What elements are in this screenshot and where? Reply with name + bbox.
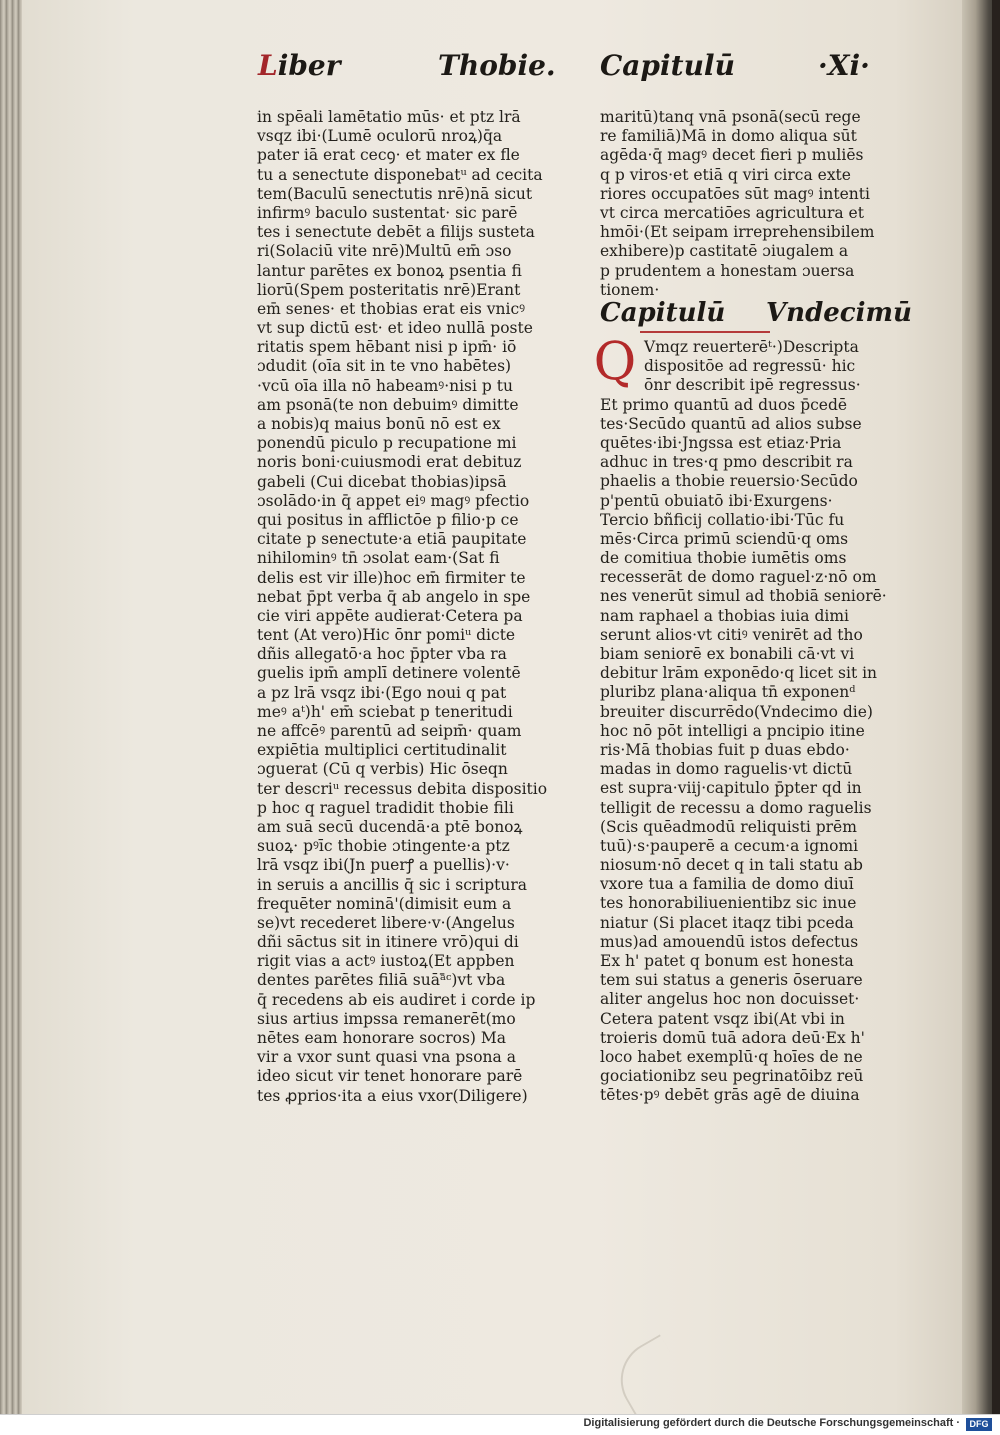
left-text-column bbox=[257, 108, 547, 1106]
text-line: nētes eam honorare socros) Ma bbox=[257, 1029, 507, 1047]
text-line: de comitiua thobie iumētis oms bbox=[600, 549, 847, 568]
text-line: q̄ recedens ab eis audiret i corde ip bbox=[257, 990, 536, 1009]
text-line: tem(Baculū senectutis nrē)nā sicut bbox=[257, 184, 533, 203]
text-line: quētes·ibi·Jngssa est etiaz·Pria bbox=[600, 433, 842, 452]
text-line: rigit vias a actꝰ iustoꝝ(Et appben bbox=[257, 952, 515, 971]
text-line: in spēali lamētatio mūs· et ptz lrā bbox=[257, 108, 521, 126]
text-line: qui positus in afflictōe p filio·p ce bbox=[257, 510, 519, 529]
liber-word: iber bbox=[277, 49, 341, 82]
text-line: dñis allegatō·a hoc p̄pter vba ra bbox=[257, 645, 507, 664]
text-line: ri(Solaciū vite nrē)Multū em̄ ɔso bbox=[257, 242, 512, 261]
text-line: mus)ad amouendū istos defectus bbox=[600, 932, 859, 951]
text-line: sius artius impssa remanerēt(mo bbox=[257, 1009, 516, 1028]
text-line: lantur parētes ex bonoꝝ psentia fi bbox=[257, 261, 522, 280]
text-line: madas in domo raguelis·vt dictū bbox=[600, 760, 853, 779]
text-line: am psonā(te non debuimꝰ dimitte bbox=[257, 395, 519, 414]
text-line: ɔdudit (oīa sit in te vno habētes) bbox=[257, 357, 512, 376]
funding-notice: Digitalisierung gefördert durch die Deutsche Forschungsgemeinschaft · bbox=[583, 1417, 960, 1429]
text-line: mēs·Circa primū sciendū·q oms bbox=[600, 529, 849, 548]
text-line: aliter angelus hoc non docuisset· bbox=[600, 990, 860, 1009]
text-line: guelis ipm̄ amplī detinere volentē bbox=[257, 664, 521, 683]
text-line: delis est vir ille)hoc em̄ firmiter te bbox=[257, 568, 526, 587]
dfg-logo-icon: DFG bbox=[966, 1418, 992, 1431]
text-line: hmōi·(Et seipam irreprehensibilem bbox=[600, 223, 875, 242]
text-line: ris·Mā thobias fuit p duas ebdo· bbox=[600, 740, 850, 759]
text-line: tes·Secūdo quantū ad alios subse bbox=[600, 414, 862, 433]
text-line: a nobis)q maius bonū nō est ex bbox=[257, 415, 501, 433]
text-line: Vmqz reuerterēᵗ·)Descripta bbox=[644, 338, 859, 356]
text-line: Cetera patent vsqz ibi(At vbi in bbox=[600, 1009, 845, 1028]
text-line: Ex h' patet q bonum est honesta bbox=[600, 952, 854, 970]
text-line: ter descriᵘ recessus debita dispositio bbox=[257, 779, 548, 798]
text-line: vxore tua a familia de domo diuī bbox=[600, 875, 854, 894]
text-line: agēda·q̄ magꝰ decet fieri p muliēs bbox=[600, 146, 864, 165]
text-line: adhuc in tres·q pmo describit ra bbox=[600, 453, 853, 472]
text-line: suoꝝ· pꝰīc thobie ɔtingente·a ptz bbox=[257, 837, 510, 856]
running-head-liber bbox=[258, 50, 340, 82]
text-line: in seruis a ancillis q̄ sic i scriptura bbox=[257, 875, 528, 894]
text-line: ɔsolādo·in q̄ appet eiꝰ magꝰ pfectio bbox=[257, 491, 530, 510]
text-line: infirmꝰ baculo sustentat· sic parē bbox=[257, 203, 518, 222]
text-line: tētes·pꝰ debēt grās agē de diuina bbox=[600, 1086, 860, 1105]
text-line: p hoc q raguel tradidit thobie fili bbox=[257, 798, 514, 817]
liber-rubric-initial: L bbox=[258, 49, 278, 82]
running-head-capitulu: Capitulū bbox=[600, 49, 735, 82]
text-line: tes honorabiliuenientibz sic inue bbox=[600, 894, 857, 913]
text-line: tem sui status a generis ōseruare bbox=[600, 971, 863, 990]
text-line: lrā vsqz ibi(Jn puerꝭ a puellis)·v· bbox=[257, 856, 510, 875]
text-line: Et primo quantū ad duos p̄cedē bbox=[600, 395, 848, 414]
text-line: debitur lrām exponēdo·q licet sit in bbox=[600, 664, 878, 683]
text-line: vir a vxor sunt quasi vna psona a bbox=[257, 1048, 516, 1067]
text-line: niosum·nō decet q in tali statu ab bbox=[600, 856, 863, 875]
text-line: tu a senectute disponebatᵘ ad cecita bbox=[257, 165, 543, 184]
text-line: se)vt recederet libere·v·(Angelus bbox=[257, 913, 515, 932]
text-line: citate p senectute·a etiā paupitate bbox=[257, 530, 527, 549]
chapter-heading-capitulu: Capitulū bbox=[600, 298, 726, 328]
text-line: nihilominꝰ tn̄ ɔsolat eam·(Sat fi bbox=[257, 549, 500, 568]
text-line: vt circa mercatiōes agricultura et bbox=[600, 203, 864, 222]
text-line: nes venerūt simul ad thobiā seniorē· bbox=[600, 587, 887, 606]
chapter-red-rule bbox=[640, 331, 770, 333]
text-line: dñi sāctus sit in itinere vrō)qui di bbox=[257, 933, 519, 952]
text-line: em̄ senes· et thobias erat eis vnicꝰ bbox=[257, 299, 526, 318]
text-line: ·vcū oīa illa nō habeamꝰ·nisi p tu bbox=[257, 376, 513, 395]
chapter-heading-number: Vndecimū bbox=[766, 298, 912, 328]
text-line: ponendū piculo p recupatione mi bbox=[257, 434, 517, 453]
text-line: nebat p̄pt verba q̄ ab angelo in spe bbox=[257, 587, 531, 606]
rubricated-dropcap: Q bbox=[593, 332, 637, 392]
text-line: breuiter discurrēdo(Vndecimo die) bbox=[600, 702, 873, 721]
text-line: serunt alios·vt citiꝰ venirēt ad tho bbox=[600, 625, 863, 644]
text-line: (Scis quēadmodū reliquisti prēm bbox=[600, 817, 857, 836]
text-line: tes i senectute debēt a filijs susteta bbox=[257, 223, 535, 242]
right-text-column-bottom bbox=[600, 338, 887, 1106]
text-line: vt sup dictū est· et ideo nullā poste bbox=[257, 319, 533, 338]
text-line: cie viri appēte audierat·Cetera pa bbox=[257, 606, 523, 625]
text-line: am suā secū ducendā·a ptē bonoꝝ bbox=[257, 817, 523, 836]
text-line: re familiā)Mā in domo aliqua sūt bbox=[600, 127, 857, 146]
text-line: biam seniorē ex bonabili cā·vt vi bbox=[600, 645, 855, 663]
text-line: est supra·viij·capitulo p̄pter qd in bbox=[600, 779, 862, 798]
text-line: nam raphael a thobias iuia dimi bbox=[600, 606, 850, 625]
running-head-thobie: Thobie. bbox=[438, 49, 556, 82]
text-line: maritū)tanq vnā psonā(secū rege bbox=[600, 108, 861, 126]
stacked-page-edges-left bbox=[0, 0, 22, 1414]
text-line: liorū(Spem posteritatis nrē)Erant bbox=[257, 280, 521, 299]
text-line: a pz lrā vsqz ibi·(Ego noui q pat bbox=[257, 683, 507, 702]
text-line: meꝰ aᵗ)h' em̄ sciebat p teneritudi bbox=[257, 702, 513, 721]
text-line: gociationibz seu pegrinatōibz reū bbox=[600, 1067, 864, 1086]
text-line: pater iā erat cecꝯ· et mater ex fle bbox=[257, 146, 520, 165]
text-line: tent (At vero)Hic ōnr pomiᵘ dicte bbox=[257, 626, 516, 645]
footer-bar bbox=[0, 1414, 1000, 1435]
text-line: riores occupatōes sūt magꝰ intenti bbox=[600, 184, 870, 203]
text-line: expiētia multiplici certitudinalit bbox=[257, 741, 507, 760]
text-line: noris boni·cuiusmodi erat debituz bbox=[257, 453, 522, 472]
text-line: tuū)·s·pauperē a cecum·a ignomi bbox=[600, 836, 859, 855]
text-line: q p viros·et etiā q viri circa exte bbox=[600, 165, 851, 184]
binding-shadow-right bbox=[962, 0, 1000, 1414]
text-line: pluribz plana·aliqua tn̄ exponenᵈ bbox=[600, 683, 856, 702]
text-line: telligit de recessu a domo raguelis bbox=[600, 798, 872, 817]
text-line: tionem· bbox=[600, 280, 660, 299]
text-line: ōnr describit ipē regressus· bbox=[644, 376, 861, 395]
text-line: p prudentem a honestam ɔuersa bbox=[600, 261, 855, 280]
text-line: vsqz ibi·(Lumē oculorū nroꝝ)q̄a bbox=[257, 127, 503, 146]
text-line: frequēter nominā'(dimisit eum a bbox=[257, 894, 512, 913]
text-line: exhibere)p castitatē ɔiugalem a bbox=[600, 242, 849, 261]
text-line: tes ꝓprios·ita a eius vxor(Diligere) bbox=[257, 1086, 528, 1105]
folio-number: ·Xi· bbox=[818, 49, 870, 82]
text-line: niatur (Si placet itaqz tibi pceda bbox=[600, 913, 854, 932]
text-line: troieris domū tuā adora deū·Ex h' bbox=[600, 1028, 865, 1047]
text-line: gabeli (Cui dicebat thobias)ipsā bbox=[257, 472, 507, 491]
text-line: p'pentū obuiatō ibi·Exurgens· bbox=[600, 491, 833, 510]
text-line: Tercio bñficij collatio·ibi·Tūc fu bbox=[600, 510, 845, 529]
text-line: hoc nō pōt intelligi a pncipio itine bbox=[600, 721, 865, 740]
text-line: dispositōe ad regressū· hic bbox=[644, 357, 856, 376]
text-line: recesserāt de domo raguel·z·nō om bbox=[600, 568, 877, 587]
text-line: ideo sicut vir tenet honorare parē bbox=[257, 1067, 523, 1086]
text-line: loco habet exemplū·q hoīes de ne bbox=[600, 1047, 863, 1066]
text-line: ritatis spem hēbant nisi p ipm̄· iō bbox=[257, 338, 517, 357]
text-line: ɔguerat (Cū q verbis) Hic ōseqn bbox=[257, 760, 508, 779]
right-text-column-top bbox=[600, 108, 882, 300]
text-line: dentes parētes filiā suāᵃ̄ᶜ)vt vba bbox=[257, 971, 506, 990]
text-line: phaelis a thobie reuersio·Secūdo bbox=[600, 472, 858, 491]
text-line: ne affcēꝰ parentū ad seipm̄· quam bbox=[257, 722, 522, 740]
